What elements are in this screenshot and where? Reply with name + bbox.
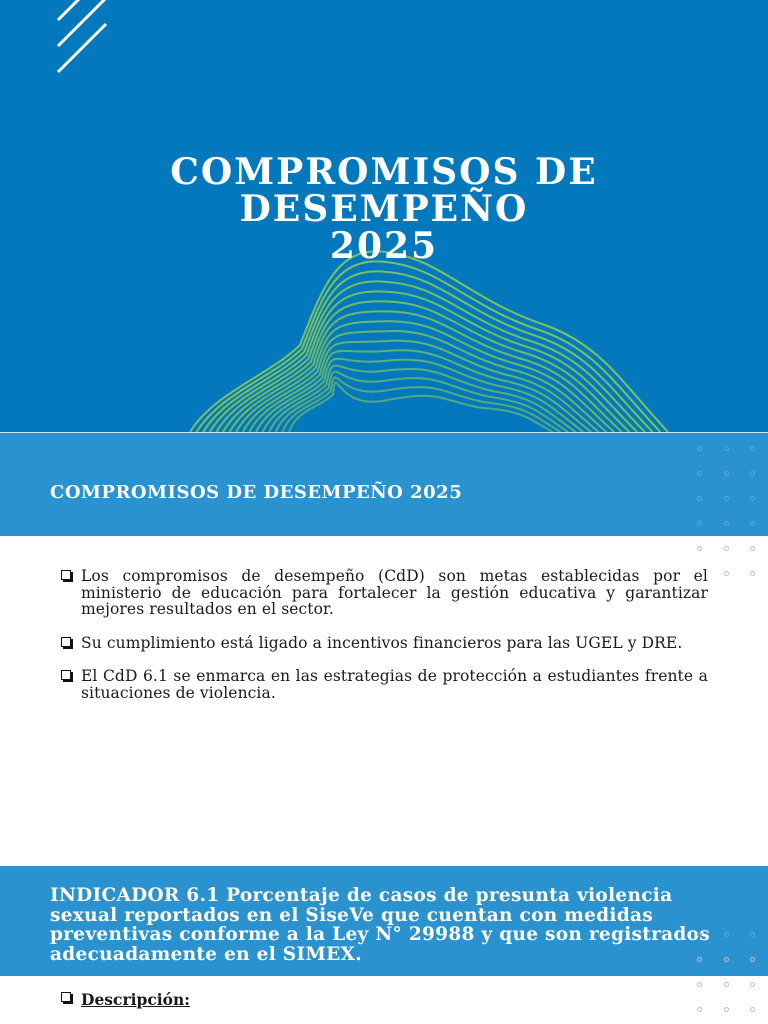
slide2-heading: COMPROMISOS DE DESEMPEÑO 2025 (50, 482, 463, 503)
list-item (60, 635, 708, 652)
list-item (60, 668, 708, 701)
square-bullet-icon (61, 637, 71, 647)
description-label: Descripción: (81, 990, 191, 1009)
slide3-heading: INDICADOR 6.1 Porcentaje de casos de presunta violencia sexual reportados en el SiseVe que cuentan con medidas preventivas conforme a la Ley N° 29988 y que son registrados adecuadamente en el SIMEX. (50, 885, 711, 966)
square-bullet-icon (61, 670, 71, 680)
slide3-first-bullet (60, 990, 190, 1009)
bullet-text: Su cumplimiento está ligado a incentivos financieros para las UGEL y DRE. (81, 633, 683, 652)
diagonal-stripes-icon (56, 0, 108, 76)
square-bullet-icon (61, 992, 71, 1002)
cover-title-line-1: COMPROMISOS DE (170, 151, 598, 193)
cover-title (0, 151, 768, 267)
cover-slide (0, 0, 768, 432)
slide2-bullet-list (60, 568, 708, 718)
square-bullet-icon (61, 570, 71, 580)
slide2-header-band (0, 433, 768, 536)
cover-title-line-2: DESEMPEÑO (239, 188, 529, 230)
slide3-header-band (0, 866, 768, 976)
bullet-text: El CdD 6.1 se enmarca en las estrategias de protección a estudiantes frente a situaciones de violencia. (81, 667, 708, 702)
cover-title-line-3: 2025 (329, 225, 439, 267)
list-item (60, 568, 708, 618)
bullet-text: Los compromisos de desempeño (CdD) son metas establecidas por el ministerio de educación para fortalecer la gestión educativa y garantizar mejores resultados en el sector. (81, 567, 708, 618)
